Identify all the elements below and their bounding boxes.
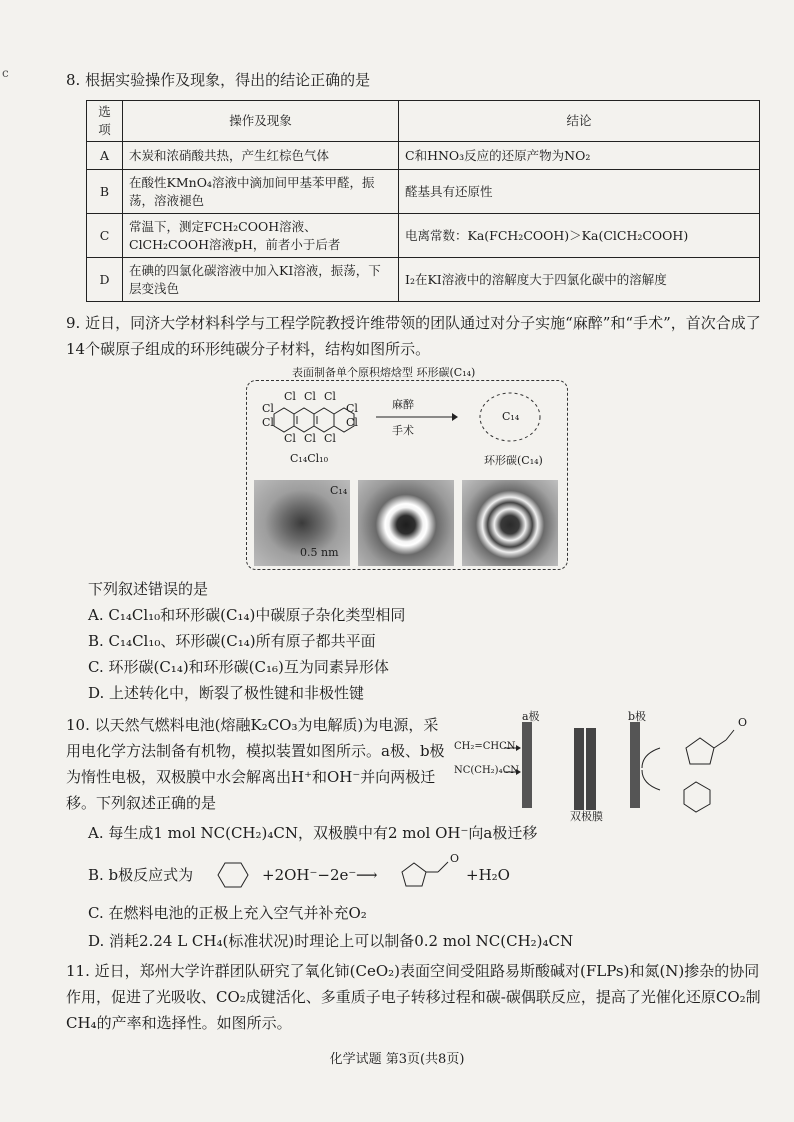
q9-option-d: D. 上述转化中，断裂了极性键和非极性键 (88, 684, 365, 702)
cl-label: Cl (324, 432, 336, 445)
page-footer: 化学试题 第3页(共8页) (329, 1052, 465, 1067)
cl-label: Cl (262, 416, 274, 429)
cl-label: Cl (284, 432, 296, 445)
q10-option-c: C. 在燃料电池的正极上充入空气并补充O₂ (88, 904, 367, 922)
reactant-1-label: CH₂=CHCN (454, 741, 516, 752)
q10-option-a: A. 每生成1 mol NC(CH₂)₄CN，双极膜中有2 mol OH⁻向a极迁移 (88, 824, 538, 842)
ring-label: C₁₄ (502, 410, 520, 423)
right-caption: 环形碳(C₁₄) (484, 454, 543, 467)
q8-row-conclusion: 醛基具有还原性 (399, 170, 760, 214)
membrane-label: 双极膜 (570, 810, 603, 823)
q8-row-operation: 在碘的四氯化碳溶液中加入KI溶液，振荡，下层变浅色 (123, 258, 399, 302)
edge-mark: c (2, 66, 9, 80)
q9-stem: 9. 近日，同济大学材料科学与工程学院教授许维带领的团队通过对分子实施“麻醉”和“手术”，首次合成了14个碳原子组成的环形纯碳分子材料，结构如图所示。 (66, 314, 761, 358)
q8-header-operation: 操作及现象 (123, 101, 399, 142)
table-row (87, 170, 760, 214)
cl-label: Cl (304, 390, 316, 403)
q8-row-option: D (87, 258, 123, 302)
q10-option-b-reagents: +2OH⁻−2e⁻ (262, 866, 357, 884)
cl-label: Cl (262, 402, 274, 415)
q11-stem: 11. 近日，郑州大学许群团队研究了氧化铈(CeO₂)表面空间受阻路易斯酸碱对(FLPs)和氮(N)掺杂的协同作用，促进了光吸收、CO₂成键活化、多重质子电子转移过程和碳-碳偶联反应，提高了光催化还原CO₂制CH₄的产率和选择性。如图所示。 (66, 962, 761, 1032)
q10-figure (454, 708, 764, 823)
reactant-2-label: NC(CH₂)₄CN (454, 765, 519, 776)
product-oxygen-label: O (738, 716, 748, 729)
q8-row-conclusion: C和HNO₃反应的还原产物为NO₂ (399, 142, 760, 170)
electrode-b-label: b极 (628, 710, 647, 723)
q9-figure-title: 表面制备单个原积熔焓型 环形碳(C₁₄) (288, 364, 479, 380)
cl-label: Cl (324, 390, 336, 403)
q8-row-operation: 常温下，测定FCH₂COOH溶液、ClCH₂COOH溶液pH，前者小于后者 (123, 214, 399, 258)
q8-title: 8. 根据实验操作及现象，得出的结论正确的是 (66, 71, 371, 89)
q10-option-b-arrow: ⟶ (356, 866, 378, 884)
arrow-bottom-label: 手术 (392, 424, 414, 437)
electrolysis-diagram (464, 708, 764, 820)
cl-label: Cl (346, 402, 358, 415)
q8-row-operation: 在酸性KMnO₄溶液中滴加间甲基苯甲醛，振荡，溶液褪色 (123, 170, 399, 214)
q8-row-option: A (87, 142, 123, 170)
electrode-a-label: a极 (522, 710, 540, 723)
q8-table (86, 100, 760, 302)
q8-header-row (87, 101, 760, 142)
q9-sub-question: 下列叙述错误的是 (88, 580, 209, 598)
q8-row-conclusion: I₂在KI溶液中的溶解度大于四氯化碳中的溶解度 (399, 258, 760, 302)
image-c14-label: C₁₄ (330, 484, 348, 497)
left-caption: C₁₄Cl₁₀ (290, 452, 328, 465)
table-row (87, 258, 760, 302)
cl-label: Cl (284, 390, 296, 403)
q8-row-option: B (87, 170, 123, 214)
scale-bar-label: 0.5 nm (300, 546, 339, 559)
cyclohexane-icon (208, 860, 258, 890)
q8-row-operation: 木炭和浓硝酸共热，产生红棕色气体 (123, 142, 399, 170)
cl-label: Cl (346, 416, 358, 429)
q8-row-option: C (87, 214, 123, 258)
stm-image-ring-simulated (462, 480, 558, 566)
q9-option-c: C. 环形碳(C₁₄)和环形碳(C₁₆)互为同素异形体 (88, 658, 389, 676)
arrow-top-label: 麻醉 (392, 398, 414, 411)
q8-header-option: 选项 (87, 101, 123, 142)
q10-option-b-suffix: +H₂O (466, 866, 510, 884)
q9-option-a: A. C₁₄Cl₁₀和环形碳(C₁₄)中碳原子杂化类型相同 (88, 606, 406, 624)
q10-option-d: D. 消耗2.24 L CH₄(标准状况)时理论上可以制备0.2 mol NC(CH₂)₄CN (88, 932, 574, 950)
stm-image-ring (358, 480, 454, 566)
reaction-arrow-icon (376, 412, 458, 422)
q9-option-b: B. C₁₄Cl₁₀、环形碳(C₁₄)所有原子都共平面 (88, 632, 376, 650)
table-row (87, 214, 760, 258)
table-row (87, 142, 760, 170)
cl-label: Cl (304, 432, 316, 445)
q8-header-conclusion: 结论 (399, 101, 760, 142)
q10-stem: 10. 以天然气燃料电池(熔融K₂CO₃为电解质)为电源，采用电化学方法制备有机物，模拟装置如图所示。a极、b极为惰性电极，双极膜中水会解离出H⁺和OH⁻并向两极迁移。下列叙述正确的是 (66, 716, 445, 812)
q10-option-b-oxygen: O (450, 852, 460, 865)
q8-row-conclusion: 电离常数：Ka(FCH₂COOH)＞Ka(ClCH₂COOH) (399, 214, 760, 258)
q10-option-b-prefix: B. b极反应式为 (88, 866, 194, 884)
